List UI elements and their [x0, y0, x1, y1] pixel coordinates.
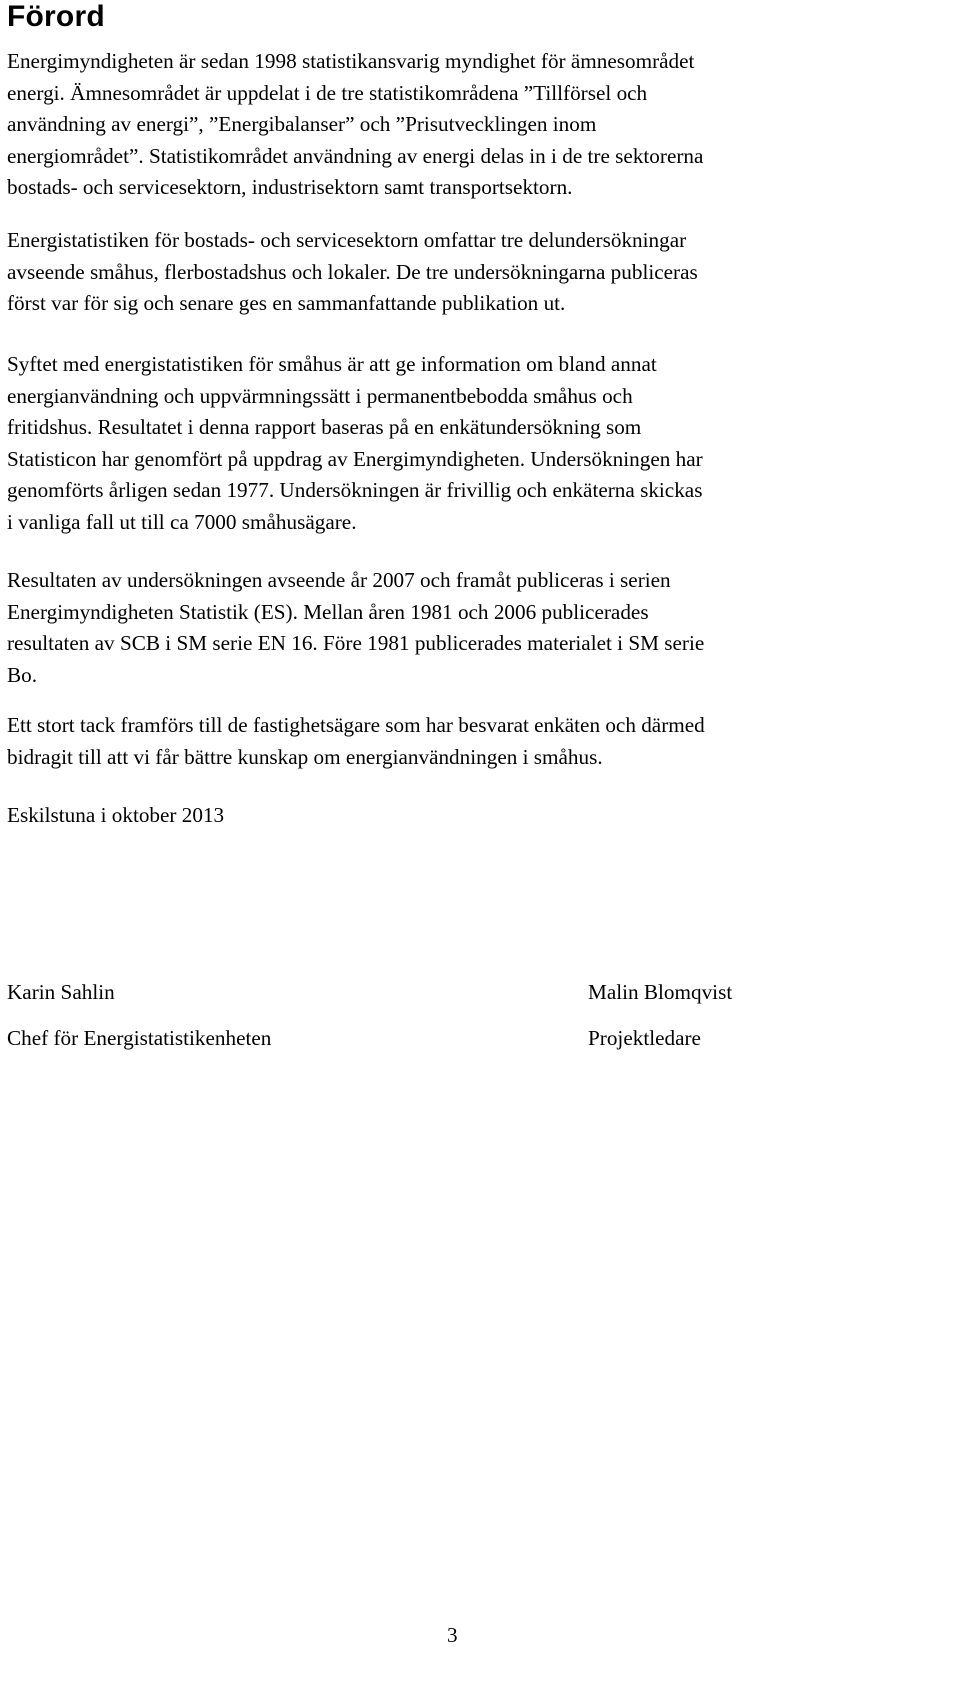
paragraph-line: energi. Ämnesområdet är uppdelat i de tre statistikområdena ”Tillförsel och — [7, 80, 648, 105]
paragraph-line: Energimyndigheten är sedan 1998 statistikansvarig myndighet för ämnesområdet — [7, 49, 695, 73]
page-number: 3 — [447, 1623, 458, 1647]
signatory-title: Projektledare — [588, 1025, 701, 1050]
paragraph-line: Eskilstuna i oktober 2013 — [7, 803, 225, 827]
paragraph-publication — [7, 565, 704, 691]
signatory-name: Malin Blomqvist — [588, 980, 733, 1004]
paragraph-line: Statisticon har genomfört på uppdrag av Energimyndigheten. Undersökningen har — [7, 446, 703, 471]
paragraph-line: energianvändning och uppvärmningssätt i permanentbebodda småhus och — [7, 383, 633, 408]
paragraph-line: avseende småhus, flerbostadshus och lokaler. De tre undersökningarna publiceras — [7, 259, 698, 284]
signature-left — [7, 977, 271, 1054]
paragraph-line: Bo. — [7, 662, 38, 687]
paragraph-line: Ett stort tack framförs till de fastighetsägare som har besvarat enkäten och därmed — [7, 713, 705, 737]
signatory-title: Chef för Energistatistikenheten — [7, 1025, 272, 1050]
paragraph-scope — [7, 225, 698, 320]
document-page — [7, 0, 955, 1647]
paragraph-line: i vanliga fall ut till ca 7000 småhusägare. — [7, 509, 357, 534]
paragraph-intro — [7, 46, 703, 204]
paragraph-line: först var för sig och senare ges en sammanfattande publikation ut. — [7, 291, 566, 315]
paragraph-line: genomförts årligen sedan 1977. Undersökningen är frivillig och enkäterna skickas — [7, 478, 703, 502]
paragraph-line: bidragit till att vi får bättre kunskap om energianvändningen i småhus. — [7, 744, 603, 769]
paragraph-line: Resultaten av undersökningen avseende år 2007 och framåt publiceras i serien — [7, 568, 671, 592]
signatory-name: Karin Sahlin — [7, 980, 115, 1004]
paragraph-line: användning av energi”, ”Energibalanser” och ”Prisutvecklingen inom — [7, 112, 597, 136]
place-and-date — [7, 800, 224, 832]
paragraph-thanks — [7, 710, 705, 773]
paragraph-line: resultaten av SCB i SM serie EN 16. Före 1981 publicerades materialet i SM serie — [7, 631, 705, 655]
paragraph-line: bostads- och servicesektorn, industrisektorn samt transportsektorn. — [7, 175, 573, 199]
paragraph-purpose — [7, 349, 703, 538]
signature-right — [588, 977, 732, 1054]
paragraph-line: Energistatistiken för bostads- och servicesektorn omfattar tre delundersökningar — [7, 228, 687, 252]
paragraph-line: fritidshus. Resultatet i denna rapport baseras på en enkätundersökning som — [7, 415, 642, 439]
paragraph-line: Energimyndigheten Statistik (ES). Mellan åren 1981 och 2006 publicerades — [7, 599, 649, 624]
page-title: Förord — [7, 0, 105, 33]
paragraph-line: energiområdet”. Statistikområdet användning av energi delas in i de tre sektorerna — [7, 143, 704, 168]
paragraph-line: Syftet med energistatistiken för småhus är att ge information om bland annat — [7, 352, 657, 376]
